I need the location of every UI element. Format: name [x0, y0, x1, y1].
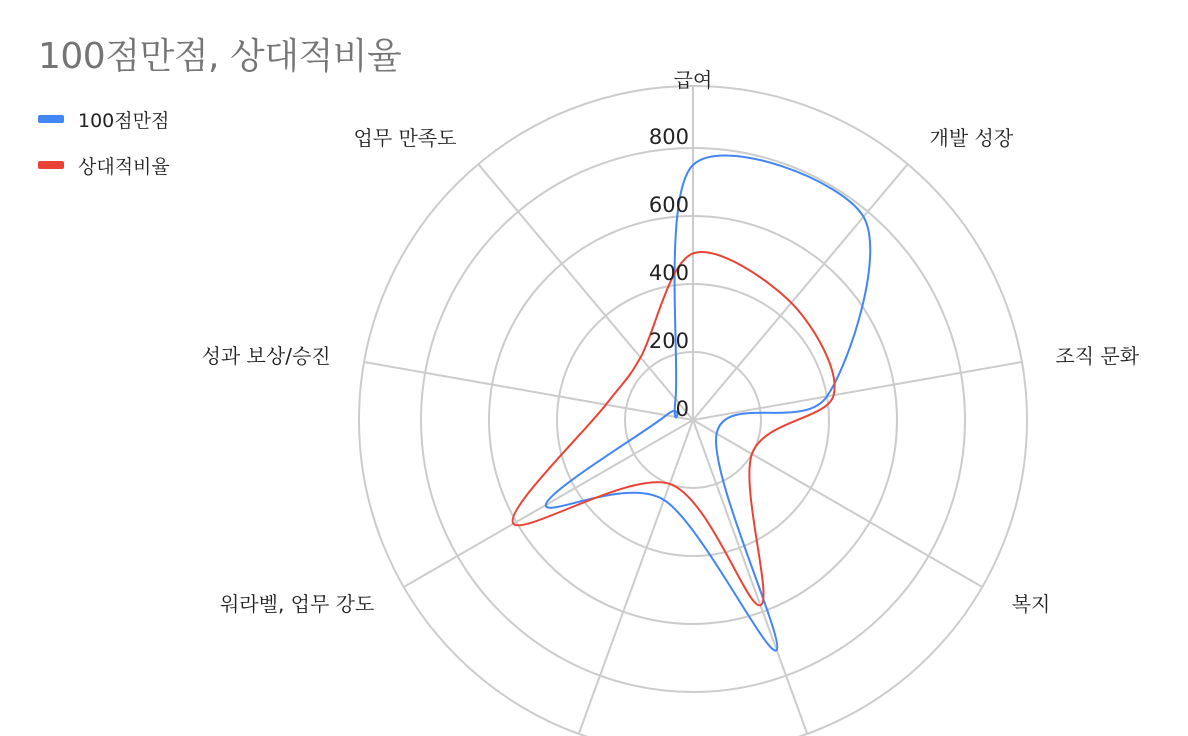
data-point	[668, 482, 672, 486]
data-point	[832, 393, 836, 397]
data-point	[861, 215, 865, 219]
axis-label: 복지	[1011, 592, 1051, 616]
data-point	[511, 522, 515, 526]
grid-spoke	[693, 164, 908, 420]
data-point	[789, 301, 793, 305]
grid-spoke	[693, 420, 982, 587]
tick-label: 200	[648, 329, 689, 353]
data-point	[691, 163, 695, 167]
data-point	[691, 251, 695, 255]
axis-label: 급여	[673, 68, 713, 92]
tick-label: 800	[648, 125, 689, 149]
data-point	[715, 432, 719, 436]
grid-spoke	[364, 362, 693, 420]
axis-label: 개발 성장	[929, 126, 1014, 151]
tick-label: 600	[648, 193, 689, 217]
axis-label: 업무 만족도	[353, 126, 457, 151]
axis-label: 워라벨, 업무 강도	[219, 592, 375, 616]
grid-spoke	[404, 420, 693, 587]
chart-title: 100점만점, 상대적비율	[38, 36, 402, 77]
legend-label-series-1: 100점만점	[78, 109, 170, 132]
grid-spoke	[693, 362, 1022, 420]
data-point	[604, 403, 608, 407]
legend-label-series-2: 상대적비율	[78, 155, 170, 178]
data-point	[825, 394, 829, 398]
data-point	[639, 355, 643, 359]
axis-label: 조직 문화	[1055, 344, 1140, 369]
axis-label: 성과 보상/승진	[201, 344, 331, 369]
data-point	[544, 503, 548, 507]
data-point	[750, 452, 754, 456]
data-point	[664, 413, 668, 417]
tick-label: 400	[648, 261, 689, 285]
series-line-2	[513, 252, 835, 605]
data-point	[775, 648, 779, 652]
data-point	[758, 603, 762, 607]
data-point	[662, 498, 666, 502]
tick-label: 0	[675, 397, 689, 421]
